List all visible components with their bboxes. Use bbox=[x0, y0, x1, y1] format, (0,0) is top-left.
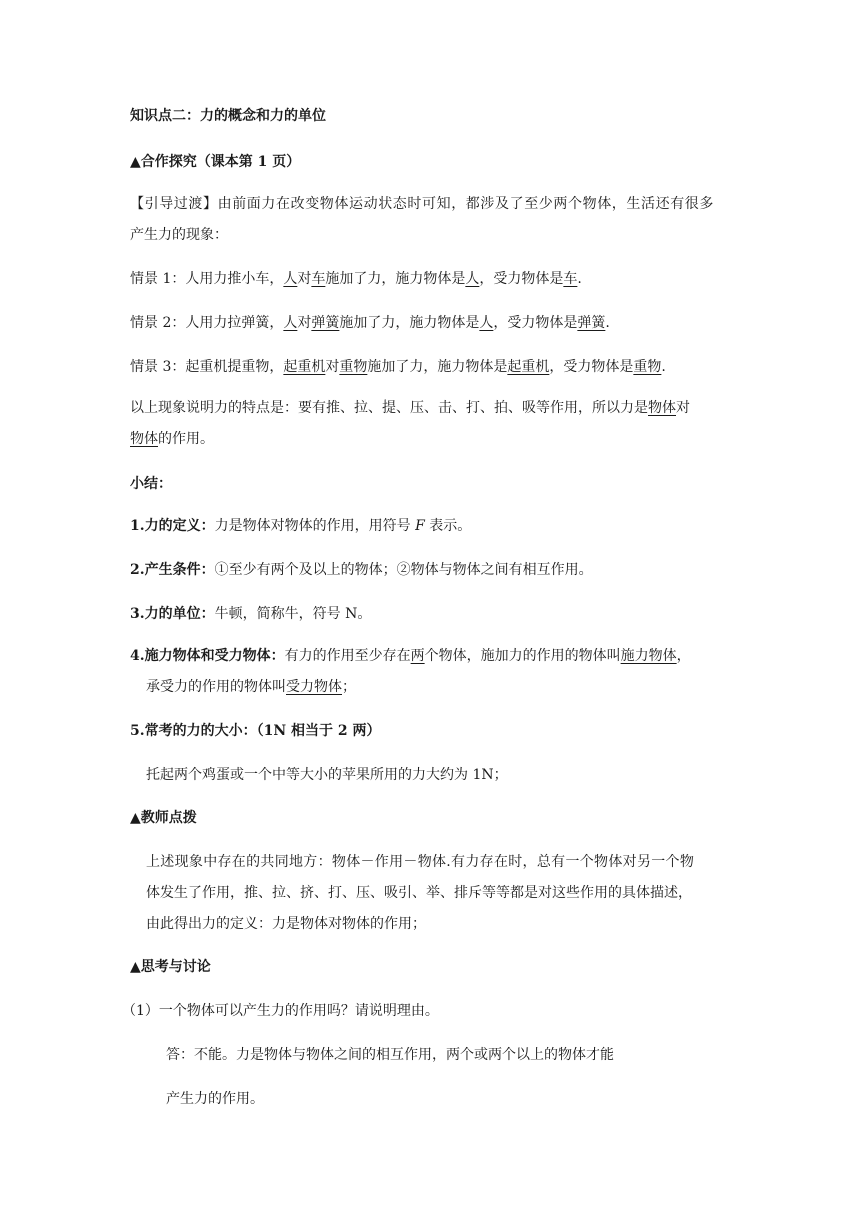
summary-text: 力是物体对物体的作用，用符号 bbox=[214, 518, 416, 534]
scene-blank: 车 bbox=[311, 271, 326, 287]
conclusion-blank: 物体 bbox=[130, 431, 158, 447]
summary-text: 牛顿，简称牛，符号 N。 bbox=[214, 606, 372, 622]
summary-text: 表示。 bbox=[424, 518, 472, 534]
scene-blank: 弹簧 bbox=[577, 315, 606, 331]
scene-text: 对 bbox=[325, 359, 340, 375]
scene-text: . bbox=[661, 359, 666, 375]
conclusion-text: 的作用。 bbox=[158, 431, 214, 447]
scene-blank: 人 bbox=[283, 271, 298, 287]
scene-text: 情景 2：人用力拉弹簧， bbox=[130, 315, 284, 331]
answer-1-line-1: 答：不能。力是物体与物体之间的相互作用，两个或两个以上的物体才能 bbox=[166, 1047, 614, 1063]
scene-blank: 起重机 bbox=[507, 359, 550, 375]
summary-item-5-text: 托起两个鸡蛋或一个中等大小的苹果所用的力大约为 1N； bbox=[146, 767, 508, 783]
heading: 知识点二：力的概念和力的单位 bbox=[130, 108, 326, 124]
conclusion-line-1 bbox=[130, 398, 690, 418]
summary-item-1 bbox=[130, 516, 471, 536]
scene-blank: 人 bbox=[283, 315, 298, 331]
summary-label: 2.产生条件： bbox=[130, 562, 215, 578]
teacher-line-1: 上述现象中存在的共同地方：物体－作用－物体.有力存在时，总有一个物体对另一个物 bbox=[146, 854, 695, 870]
section-think-and-discuss: ▲思考与讨论 bbox=[130, 959, 211, 975]
summary-text: ； bbox=[342, 679, 356, 695]
scene-text: 施加了力，施力物体是 bbox=[367, 359, 508, 375]
scene-1 bbox=[130, 269, 582, 289]
summary-item-3 bbox=[130, 604, 371, 624]
conclusion-text: 对 bbox=[676, 400, 690, 416]
scene-blank: 人 bbox=[465, 271, 480, 287]
scene-blank: 起重机 bbox=[283, 359, 326, 375]
intro-line-2: 产生力的现象： bbox=[130, 227, 228, 243]
summary-title: 小结： bbox=[130, 476, 172, 492]
force-symbol: F bbox=[415, 518, 425, 534]
scene-text: ，受力物体是 bbox=[479, 271, 564, 287]
summary-item-4-line-1 bbox=[130, 646, 691, 666]
scene-3 bbox=[130, 357, 666, 377]
scene-text: 施加了力，施力物体是 bbox=[325, 271, 466, 287]
teacher-line-3: 由此得出力的定义：力是物体对物体的作用； bbox=[146, 916, 426, 932]
summary-text: 承受力的作用的物体叫 bbox=[146, 679, 286, 695]
scene-text: . bbox=[605, 315, 610, 331]
summary-item-4-line-2 bbox=[146, 677, 356, 697]
summary-blank: 两 bbox=[410, 648, 425, 664]
summary-text: ， bbox=[676, 648, 691, 664]
scene-blank: 重物 bbox=[339, 359, 368, 375]
summary-label: 4.施力物体和受力物体： bbox=[130, 648, 285, 664]
section-cooperative-inquiry: ▲合作探究（课本第 1 页） bbox=[130, 154, 301, 170]
conclusion-blank: 物体 bbox=[648, 400, 676, 416]
scene-2 bbox=[130, 313, 610, 333]
scene-text: 情景 1：人用力推小车， bbox=[130, 271, 284, 287]
scene-blank: 车 bbox=[563, 271, 578, 287]
scene-blank: 重物 bbox=[633, 359, 662, 375]
summary-text: 个物体，施加力的作用的物体叫 bbox=[424, 648, 621, 664]
scene-blank: 弹簧 bbox=[311, 315, 340, 331]
summary-item-2 bbox=[130, 560, 593, 580]
scene-text: ，受力物体是 bbox=[493, 315, 578, 331]
scene-blank: 人 bbox=[479, 315, 494, 331]
intro-line-1: 【引导过渡】由前面力在改变物体运动状态时可知，都涉及了至少两个物体，生活还有很多 bbox=[130, 196, 714, 212]
scene-text: 对 bbox=[297, 315, 312, 331]
answer-1-line-2: 产生力的作用。 bbox=[166, 1091, 264, 1107]
conclusion-text: 以上现象说明力的特点是：要有推、拉、提、压、击、打、拍、吸等作用，所以力是 bbox=[130, 400, 648, 416]
summary-blank: 施力物体 bbox=[620, 648, 677, 664]
scene-text: . bbox=[577, 271, 582, 287]
conclusion-line-2 bbox=[130, 429, 214, 449]
summary-blank: 受力物体 bbox=[286, 679, 342, 695]
section-teacher-guidance: ▲教师点拨 bbox=[130, 810, 197, 826]
teacher-line-2: 体发生了作用，推、拉、挤、打、压、吸引、举、排斥等等都是对这些作用的具体描述， bbox=[146, 885, 692, 901]
summary-label: 1.力的定义： bbox=[130, 518, 215, 534]
scene-text: 施加了力，施力物体是 bbox=[339, 315, 480, 331]
summary-item-5: 5.常考的力的大小：（1N 相当于 2 两） bbox=[130, 723, 381, 739]
summary-label: 3.力的单位： bbox=[130, 606, 215, 622]
question-1: （1）一个物体可以产生力的作用吗？请说明理由。 bbox=[122, 1003, 439, 1019]
scene-text: ，受力物体是 bbox=[549, 359, 634, 375]
scene-text: 情景 3：起重机提重物， bbox=[130, 359, 284, 375]
scene-text: 对 bbox=[297, 271, 312, 287]
summary-text: 有力的作用至少存在 bbox=[284, 648, 411, 664]
summary-text: ①至少有两个及以上的物体；②物体与物体之间有相互作用。 bbox=[214, 562, 593, 578]
